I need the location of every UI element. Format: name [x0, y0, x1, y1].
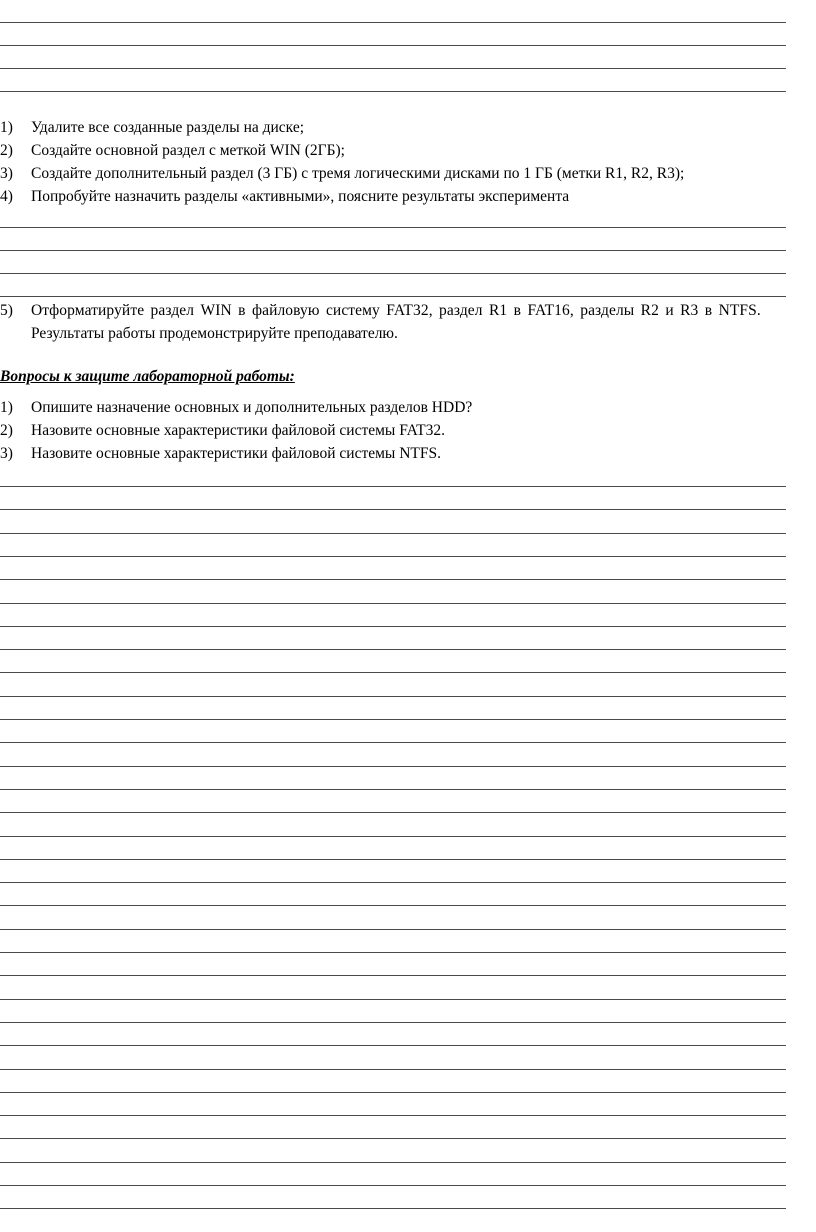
task-number: 4) [0, 188, 13, 205]
question-text: Назовите основные характеристики файловой системы NTFS. [31, 445, 441, 462]
task-text: Попробуйте назначить разделы «активными», поясните результаты эксперимента [31, 188, 570, 205]
writing-line [0, 579, 786, 580]
writing-line [0, 1022, 786, 1023]
writing-line [0, 509, 786, 510]
question-number: 1) [0, 399, 13, 416]
writing-line [0, 999, 786, 1000]
writing-line [0, 603, 786, 604]
writing-line [0, 1162, 786, 1163]
writing-line [0, 719, 786, 720]
writing-line [0, 1115, 786, 1116]
writing-line [0, 1069, 786, 1070]
writing-line [0, 952, 786, 953]
writing-line [0, 45, 786, 46]
writing-line [0, 789, 786, 790]
writing-line [0, 929, 786, 930]
writing-line [0, 1045, 786, 1046]
writing-line [0, 836, 786, 837]
writing-line [0, 91, 786, 92]
question-text: Опишите назначение основных и дополнительных разделов HDD? [31, 399, 473, 416]
writing-line [0, 556, 786, 557]
task-number: 5) [0, 302, 13, 319]
task-text: Удалите все созданные разделы на диске; [31, 119, 305, 136]
writing-line [0, 859, 786, 860]
writing-line [0, 905, 786, 906]
writing-line [0, 626, 786, 627]
writing-line [0, 486, 786, 487]
writing-line [0, 672, 786, 673]
task-text: Отформатируйте раздел WIN в файловую систему FAT32, раздел R1 в FAT16, разделы R2 и R3 в NTFS. [31, 302, 761, 319]
question-number: 3) [0, 445, 13, 462]
writing-line [0, 696, 786, 697]
writing-line [0, 649, 786, 650]
writing-line [0, 227, 786, 228]
writing-line [0, 1092, 786, 1093]
writing-line [0, 250, 786, 251]
task-number: 1) [0, 119, 13, 136]
writing-line [0, 975, 786, 976]
writing-line [0, 812, 786, 813]
task-text: Создайте основной раздел с меткой WIN (2ГБ); [31, 142, 345, 159]
writing-line [0, 742, 786, 743]
task-number: 2) [0, 142, 13, 159]
questions-heading: Вопросы к защите лабораторной работы: [0, 368, 295, 385]
writing-line [0, 533, 786, 534]
writing-line [0, 68, 786, 69]
writing-line [0, 1208, 786, 1209]
writing-line [0, 273, 786, 274]
writing-line [0, 22, 786, 23]
writing-line [0, 766, 786, 767]
task-text: Создайте дополнительный раздел (3 ГБ) с тремя логическими дисками по 1 ГБ (метки R1, R2, R3); [31, 165, 685, 182]
question-number: 2) [0, 422, 13, 439]
question-text: Назовите основные характеристики файловой системы FAT32. [31, 422, 445, 439]
writing-line [0, 882, 786, 883]
writing-line [0, 296, 786, 297]
task-number: 3) [0, 165, 13, 182]
writing-line [0, 1138, 786, 1139]
task-text-continued: Результаты работы продемонстрируйте преподавателю. [31, 325, 398, 342]
writing-line [0, 1185, 786, 1186]
